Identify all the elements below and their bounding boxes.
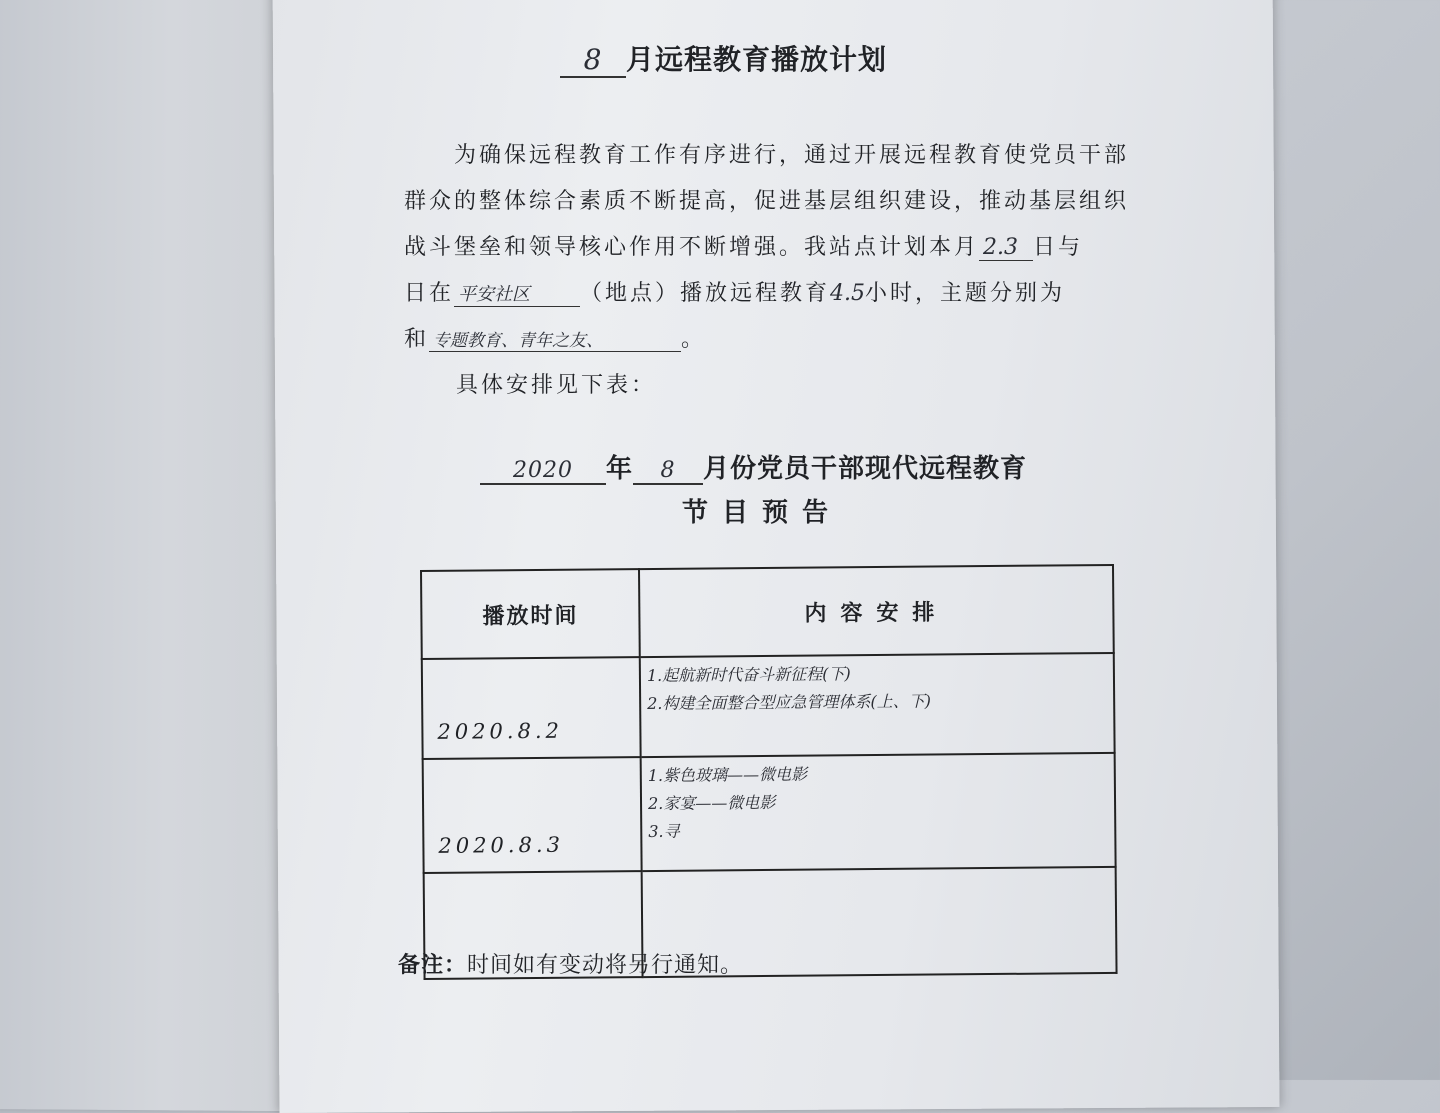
list-item: 1.紫色玻璃——微电影 (647, 764, 808, 786)
header-broadcast-time: 播放时间 (421, 569, 640, 659)
paragraph-text: 日与 (1033, 235, 1084, 260)
row-date: 2020.8.2 (422, 657, 641, 759)
paragraph-text: 小时，主题分别为 (865, 281, 1066, 306)
title-text: 月远程教育播放计划 (626, 43, 888, 76)
footnote-text: 时间如有变动将另行通知。 (467, 953, 744, 978)
notice-title (480, 448, 1080, 485)
paragraph-line-1: 为确保远程教育工作有序进行，通过开展远程教育使党员干部 (454, 143, 1130, 168)
table-row (423, 753, 1116, 873)
notice-month-blank: 8 (633, 458, 703, 485)
row-items (641, 753, 1116, 871)
list-item: 2.构建全面整合型应急管理体系(上、下) (647, 691, 932, 714)
paragraph-line-3 (404, 230, 1124, 261)
list-item: 1.起航新时代奋斗新征程(下) (646, 664, 851, 686)
footnote-label: 备注： (398, 953, 468, 978)
header-content-arrangement: 内容安排 (639, 565, 1114, 657)
paragraph-line-2: 群众的整体综合素质不断提高，促进基层组织建设，推动基层组织 (404, 189, 1130, 214)
title-month-blank: 8 (560, 43, 626, 78)
paragraph-line-6: 具体安排见下表： (456, 373, 657, 398)
footnote (398, 948, 743, 979)
days-field: 2.3 (979, 235, 1033, 261)
table-row (422, 653, 1115, 759)
paragraph-text: 。 (681, 327, 707, 352)
location-field: 平安社区 (454, 280, 580, 307)
list-item: 3.寻 (648, 821, 680, 842)
paragraph-line-4 (404, 276, 1124, 307)
notice-subtitle: 节目预告 (682, 498, 843, 528)
notice-year-blank: 2020 (480, 458, 606, 485)
table-header-row (421, 565, 1114, 659)
notice-title-text: 月份党员干部现代远程教育 (703, 454, 1028, 484)
row-items (640, 653, 1115, 757)
paragraph-line-5 (404, 322, 1124, 353)
list-item: 2.家宴——微电影 (647, 792, 776, 814)
topics-field: 专题教育、青年之友、 (429, 326, 681, 352)
paragraph-text: 战斗堡垒和领导核心作用不断增强。我站点计划本月 (404, 235, 980, 260)
hours-field: 4.5 (830, 281, 866, 306)
paragraph-text: （地点）播放远程教育 (580, 281, 831, 306)
paragraph-text: 和 (404, 327, 430, 352)
document-title (560, 38, 980, 78)
row-date: 2020.8.3 (423, 757, 642, 873)
schedule-table (420, 564, 1118, 980)
paragraph-text: 日在 (404, 281, 455, 306)
notice-year-unit: 年 (606, 454, 634, 484)
